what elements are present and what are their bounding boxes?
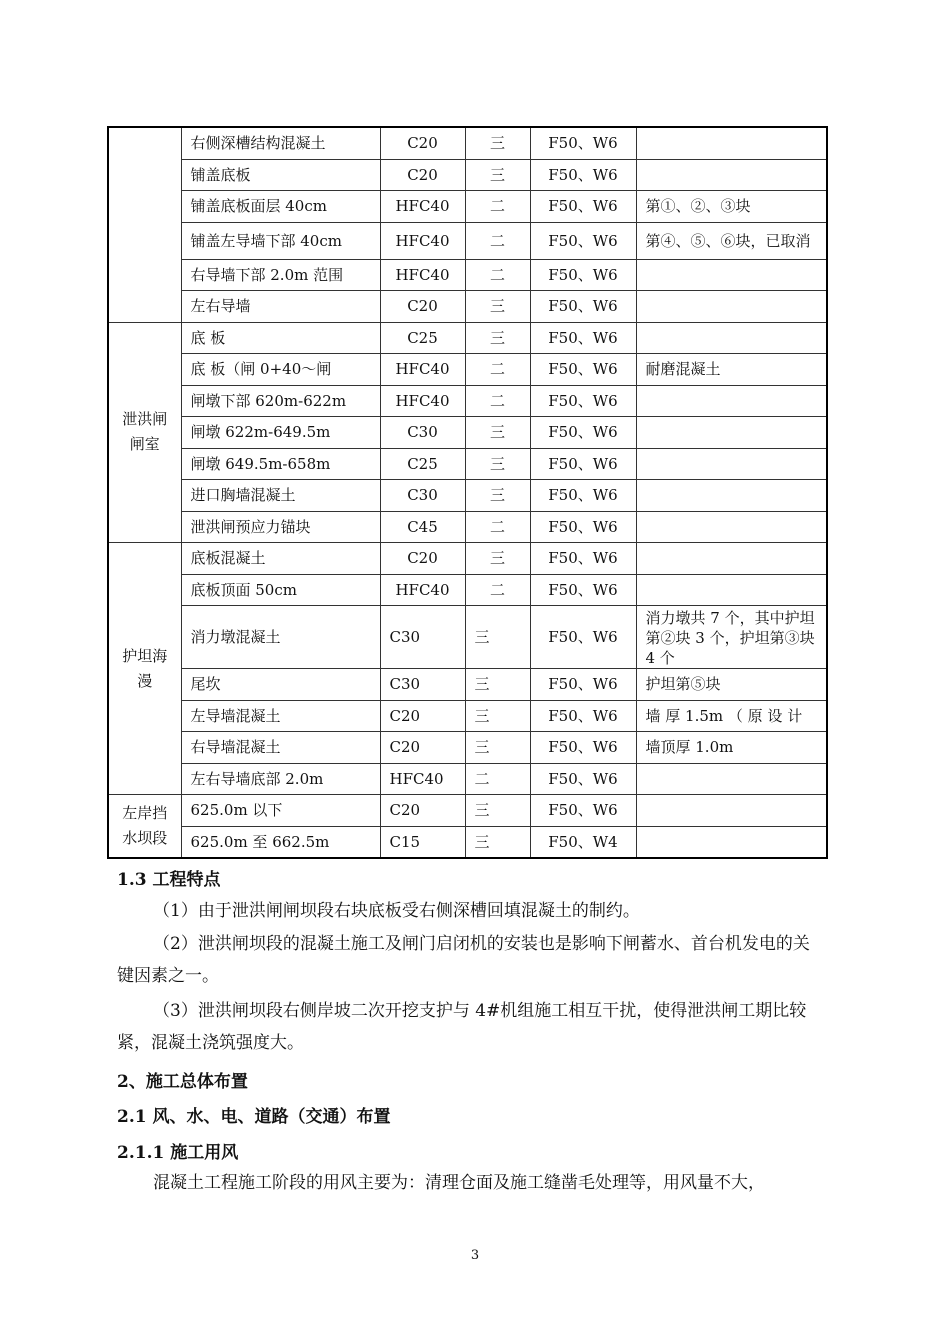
section-heading-2: 2、施工总体布置 xyxy=(117,1072,248,1092)
part-cell: 底板混凝土 xyxy=(181,543,380,575)
table-row xyxy=(108,191,827,223)
section-heading-2-1: 2.1 风、水、电、道路（交通）布置 xyxy=(117,1107,391,1127)
durability-cell: F50、W6 xyxy=(530,322,636,354)
grade-cell: C20 xyxy=(380,543,465,575)
note-cell xyxy=(636,448,827,480)
level-cell: 三 xyxy=(465,127,530,159)
durability-cell: F50、W6 xyxy=(530,543,636,575)
level-cell: 三 xyxy=(465,543,530,575)
table-row xyxy=(108,354,827,386)
note-cell: 墙顶厚 1.0m xyxy=(636,732,827,764)
grade-cell: C20 xyxy=(380,159,465,191)
grade-cell: HFC40 xyxy=(380,763,465,795)
note-cell: 消力墩共 7 个，其中护坦第②块 3 个，护坦第③块 4 个 xyxy=(636,606,827,669)
note-cell xyxy=(636,480,827,512)
section-heading-2-1-1: 2.1.1 施工用风 xyxy=(117,1143,239,1163)
concrete-spec-table xyxy=(107,126,828,859)
grade-cell: HFC40 xyxy=(380,385,465,417)
note-cell: 第①、②、③块 xyxy=(636,191,827,223)
note-cell xyxy=(636,385,827,417)
durability-cell: F50、W6 xyxy=(530,222,636,259)
level-cell: 二 xyxy=(465,574,530,606)
group-cell: 护坦海漫 xyxy=(108,543,181,795)
page-number: 3 xyxy=(470,1248,480,1263)
part-cell: 泄洪闸预应力锚块 xyxy=(181,511,380,543)
level-cell: 三 xyxy=(465,417,530,449)
level-cell: 三 xyxy=(465,669,530,701)
part-cell: 右导墙混凝土 xyxy=(181,732,380,764)
part-cell: 左右导墙 xyxy=(181,291,380,323)
level-cell: 三 xyxy=(465,795,530,827)
durability-cell: F50、W6 xyxy=(530,732,636,764)
table-row xyxy=(108,511,827,543)
group-cell: 左岸挡水坝段 xyxy=(108,795,181,859)
table-row xyxy=(108,159,827,191)
part-cell: 右导墙下部 2.0m 范围 xyxy=(181,259,380,291)
part-cell: 底 板（闸 0+40～闸 xyxy=(181,354,380,386)
part-cell: 左右导墙底部 2.0m xyxy=(181,763,380,795)
grade-cell: C25 xyxy=(380,448,465,480)
part-cell: 闸墩 649.5m-658m xyxy=(181,448,380,480)
note-cell xyxy=(636,159,827,191)
table-row xyxy=(108,127,827,159)
part-cell: 右侧深槽结构混凝土 xyxy=(181,127,380,159)
level-cell: 二 xyxy=(465,763,530,795)
part-cell: 尾坎 xyxy=(181,669,380,701)
grade-cell: HFC40 xyxy=(380,191,465,223)
table-row xyxy=(108,732,827,764)
table-row xyxy=(108,763,827,795)
group-cell xyxy=(108,127,181,322)
level-cell: 三 xyxy=(465,700,530,732)
grade-cell: C20 xyxy=(380,732,465,764)
table-row xyxy=(108,385,827,417)
durability-cell: F50、W6 xyxy=(530,159,636,191)
part-cell: 底 板 xyxy=(181,322,380,354)
part-cell: 铺盖左导墙下部 40cm xyxy=(181,222,380,259)
grade-cell: C15 xyxy=(380,826,465,858)
paragraph: （1）由于泄洪闸闸坝段右块底板受右侧深槽回填混凝土的制约。 xyxy=(153,901,640,921)
part-cell: 闸墩下部 620m-622m xyxy=(181,385,380,417)
level-cell: 二 xyxy=(465,222,530,259)
grade-cell: HFC40 xyxy=(380,354,465,386)
section-heading-1-3: 1.3 工程特点 xyxy=(117,870,221,890)
grade-cell: C30 xyxy=(380,669,465,701)
durability-cell: F50、W6 xyxy=(530,511,636,543)
note-cell xyxy=(636,826,827,858)
table-row xyxy=(108,700,827,732)
durability-cell: F50、W6 xyxy=(530,385,636,417)
durability-cell: F50、W6 xyxy=(530,354,636,386)
grade-cell: HFC40 xyxy=(380,222,465,259)
durability-cell: F50、W6 xyxy=(530,700,636,732)
table-body xyxy=(108,127,827,858)
paragraph: （3）泄洪闸坝段右侧岸坡二次开挖支护与 4#机组施工相互干扰，使得泄洪闸工期比较紧，混凝土浇筑强度大。 xyxy=(117,1001,807,1053)
note-cell xyxy=(636,417,827,449)
table-row xyxy=(108,669,827,701)
durability-cell: F50、W6 xyxy=(530,574,636,606)
note-cell xyxy=(636,763,827,795)
note-cell: 耐磨混凝土 xyxy=(636,354,827,386)
table-row xyxy=(108,543,827,575)
durability-cell: F50、W6 xyxy=(530,448,636,480)
part-cell: 铺盖底板面层 40cm xyxy=(181,191,380,223)
note-cell xyxy=(636,259,827,291)
durability-cell: F50、W6 xyxy=(530,291,636,323)
grade-cell: C30 xyxy=(380,606,465,669)
grade-cell: C45 xyxy=(380,511,465,543)
table-row xyxy=(108,795,827,827)
note-cell xyxy=(636,574,827,606)
table-row xyxy=(108,574,827,606)
table-row xyxy=(108,448,827,480)
note-cell xyxy=(636,322,827,354)
grade-cell: HFC40 xyxy=(380,574,465,606)
note-cell xyxy=(636,795,827,827)
table-row xyxy=(108,291,827,323)
table-row xyxy=(108,826,827,858)
level-cell: 三 xyxy=(465,448,530,480)
grade-cell: C30 xyxy=(380,480,465,512)
grade-cell: C20 xyxy=(380,700,465,732)
group-cell: 泄洪闸闸室 xyxy=(108,322,181,543)
grade-cell: C20 xyxy=(380,291,465,323)
durability-cell: F50、W6 xyxy=(530,669,636,701)
durability-cell: F50、W4 xyxy=(530,826,636,858)
note-cell xyxy=(636,127,827,159)
level-cell: 三 xyxy=(465,732,530,764)
grade-cell: C25 xyxy=(380,322,465,354)
part-cell: 铺盖底板 xyxy=(181,159,380,191)
durability-cell: F50、W6 xyxy=(530,191,636,223)
level-cell: 二 xyxy=(465,385,530,417)
table-row xyxy=(108,417,827,449)
note-cell: 墙 厚 1.5m （ 原 设 计 xyxy=(636,700,827,732)
level-cell: 二 xyxy=(465,511,530,543)
table-row xyxy=(108,606,827,669)
part-cell: 闸墩 622m-649.5m xyxy=(181,417,380,449)
note-cell xyxy=(636,543,827,575)
durability-cell: F50、W6 xyxy=(530,259,636,291)
part-cell: 左导墙混凝土 xyxy=(181,700,380,732)
level-cell: 三 xyxy=(465,480,530,512)
durability-cell: F50、W6 xyxy=(530,795,636,827)
level-cell: 三 xyxy=(465,606,530,669)
durability-cell: F50、W6 xyxy=(530,763,636,795)
note-cell: 护坦第⑤块 xyxy=(636,669,827,701)
table-row xyxy=(108,480,827,512)
level-cell: 三 xyxy=(465,291,530,323)
level-cell: 三 xyxy=(465,322,530,354)
durability-cell: F50、W6 xyxy=(530,480,636,512)
note-cell xyxy=(636,291,827,323)
table-row xyxy=(108,222,827,259)
durability-cell: F50、W6 xyxy=(530,417,636,449)
level-cell: 二 xyxy=(465,191,530,223)
note-cell: 第④、⑤、⑥块，已取消 xyxy=(636,222,827,259)
paragraph: 混凝土工程施工阶段的用风主要为：清理仓面及施工缝凿毛处理等，用风量不大， xyxy=(153,1173,765,1193)
level-cell: 三 xyxy=(465,159,530,191)
level-cell: 二 xyxy=(465,354,530,386)
level-cell: 三 xyxy=(465,826,530,858)
part-cell: 进口胸墙混凝土 xyxy=(181,480,380,512)
grade-cell: C20 xyxy=(380,795,465,827)
part-cell: 消力墩混凝土 xyxy=(181,606,380,669)
part-cell: 625.0m 至 662.5m xyxy=(181,826,380,858)
part-cell: 底板顶面 50cm xyxy=(181,574,380,606)
note-cell xyxy=(636,511,827,543)
grade-cell: HFC40 xyxy=(380,259,465,291)
grade-cell: C20 xyxy=(380,127,465,159)
durability-cell: F50、W6 xyxy=(530,606,636,669)
paragraph: （2）泄洪闸坝段的混凝土施工及闸门启闭机的安装也是影响下闸蓄水、首台机发电的关键因素之一。 xyxy=(117,934,810,986)
table-row xyxy=(108,322,827,354)
part-cell: 625.0m 以下 xyxy=(181,795,380,827)
grade-cell: C30 xyxy=(380,417,465,449)
durability-cell: F50、W6 xyxy=(530,127,636,159)
level-cell: 二 xyxy=(465,259,530,291)
table-row xyxy=(108,259,827,291)
